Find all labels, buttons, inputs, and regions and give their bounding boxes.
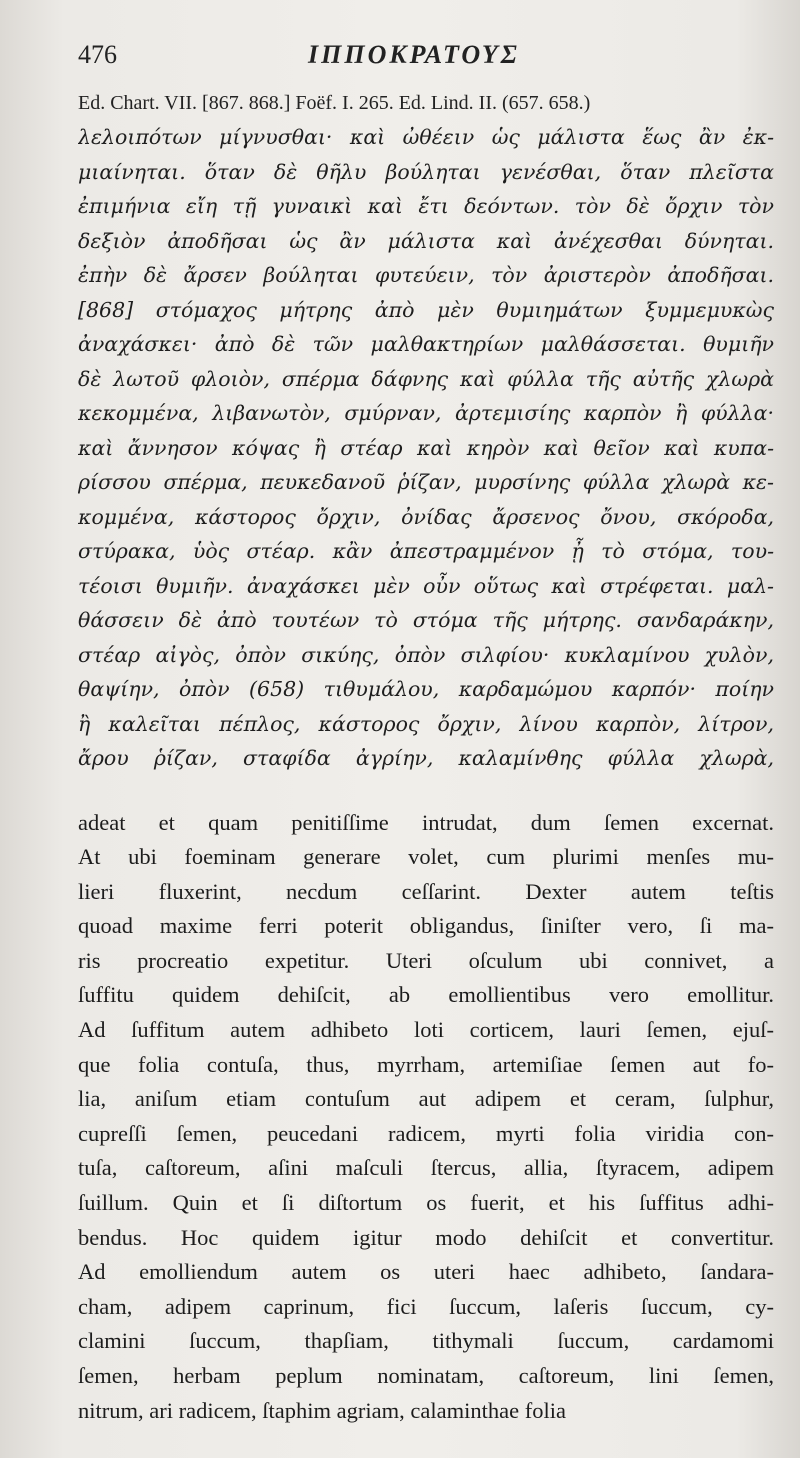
latin-text-line: bendus. Hoc quidem igitur modo dehiſcit et convertitur. [78, 1224, 774, 1250]
column-gap [78, 776, 774, 806]
greek-text-line: μιαίνηται. ὅταν δὲ θῆλυ βούληται γενέσθαι, ὅταν πλεῖστα [78, 159, 774, 184]
greek-text [78, 120, 774, 776]
running-title: ΙΠΠΟΚΡΑΤΟΥΣ [308, 40, 520, 69]
greek-text-line: δὲ λωτοῦ φλοιὸν, σπέρμα δάφνης καὶ φύλλα τῆς αὐτῆς χλωρὰ [78, 366, 774, 391]
latin-text-line: ris procreatio expetitur. Uteri oſculum ubi connivet, a [78, 947, 774, 973]
latin-text-line: ſuillum. Quin et ſi diſtortum os fuerit, et his ſuffitus adhi- [78, 1190, 774, 1216]
latin-text-line: lieri fluxerint, necdum ceſſarint. Dexter autem teſtis [78, 878, 774, 904]
greek-text-line: ἐπὴν δὲ ἄρσεν βούληται φυτεύειν, τὸν ἀριστερὸν ἀποδῆσαι. [78, 263, 774, 287]
latin-text-line: lia, aniſum etiam contuſum aut adipem et ceram, ſulphur, [78, 1086, 774, 1112]
latin-text-line: ſuffitu quidem dehiſcit, ab emollientibus vero emollitur. [78, 982, 774, 1008]
greek-text-line: ἄρου ῥίζαν, σταφίδα ἀγρίην, καλαμίνθης φύλλα χλωρὰ, [78, 746, 774, 770]
greek-text-line: τέοισι θυμιῆν. ἀναχάσκει μὲν οὖν οὕτως καὶ στρέφεται. μαλ- [78, 573, 774, 598]
greek-text-line: θαψίην, ὀπὸν (658) τιθυμάλου, καρδαμώμου καρπόν· ποίην [78, 677, 774, 701]
greek-text-line: ἐπιμήνια εἴη τῇ γυναικὶ καὶ ἔτι δεόντων. τὸν δὲ ὄρχιν τὸν [78, 194, 774, 218]
greek-text-line: κεκομμένα, λιβανωτὸν, σμύρναν, ἀρτεμισίης καρπὸν ἢ φύλλα· [78, 401, 774, 425]
greek-text-line: [868] στόμαχος μήτρης ἀπὸ μὲν θυμιημάτων ξυμμεμυκὼς [78, 297, 774, 322]
latin-text-line: que folia contuſa, thus, myrrham, artemiſiae ſemen aut fo- [78, 1051, 774, 1077]
greek-text-line: κομμένα, κάστορος ὄρχιν, ὀνίδας ἄρσενος ὄνου, σκόροδα, [78, 504, 774, 529]
latin-text-line: tuſa, caſtoreum, aſini maſculi ſtercus, allia, ſtyracem, adipem [78, 1155, 774, 1181]
latin-text-line: nitrum, ari radicem, ſtaphim agriam, calaminthae folia [78, 1397, 566, 1423]
greek-text-line: ἢ καλεῖται πέπλος, κάστορος ὄρχιν, λίνου καρπὸν, λίτρον, [78, 711, 774, 736]
greek-text-line: λελοιπότων μίγνυσθαι· καὶ ὠθέειν ὡς μάλιστα ἕως ἂν ἐκ- [78, 125, 774, 149]
latin-text-line: At ubi foeminam generare volet, cum plurimi menſes mu- [78, 844, 774, 870]
latin-text-line: clamini ſuccum, thapſiam, tithymali ſuccum, cardamomi [78, 1328, 774, 1354]
greek-text-line: δεξιὸν ἀποδῆσαι ὡς ἂν μάλιστα καὶ ἀνέχεσθαι δύνηται. [78, 228, 774, 253]
page-header [78, 40, 774, 80]
greek-text-line: στέαρ αἰγὸς, ὀπὸν σικύης, ὀπὸν σιλφίου· κυκλαμίνου χυλὸν, [78, 642, 774, 667]
greek-text-line: ἀναχάσκει· ἀπὸ δὲ τῶν μαλθακτηρίων μαλθάσσεται. θυμιῆν [78, 332, 774, 356]
latin-text-line: Ad ſuffitum autem adhibeto loti corticem, lauri ſemen, ejuſ- [78, 1017, 774, 1043]
page-number: 476 [78, 40, 117, 69]
latin-text-line: adeat et quam penitiſſime intrudat, dum ſemen excernat. [78, 809, 774, 835]
latin-text [78, 806, 774, 1429]
greek-text-line: ρίσσου σπέρμα, πευκεδανοῦ ῥίζαν, μυρσίνης φύλλα χλωρὰ κε- [78, 470, 774, 494]
greek-text-line: καὶ ἄννησον κόψας ἢ στέαρ καὶ κηρὸν καὶ θεῖον καὶ κυπα- [78, 435, 774, 460]
latin-text-line: cupreſſi ſemen, peucedani radicem, myrti folia viridia con- [78, 1120, 774, 1146]
latin-text-line: Ad emolliendum autem os uteri haec adhibeto, ſandara- [78, 1259, 774, 1285]
latin-text-line: quoad maxime ferri poterit obligandus, ſiniſter vero, ſi ma- [78, 913, 774, 939]
greek-text-line: θάσσειν δὲ ἀπὸ τουτέων τὸ στόμα τῆς μήτρης. σανδαράκην, [78, 608, 774, 632]
latin-text-line: ſemen, herbam peplum nominatam, caſtoreum, lini ſemen, [78, 1363, 774, 1388]
greek-text-line: στύρακα, ὑὸς στέαρ. κἂν ἀπεστραμμένον ᾖ τὸ στόμα, του- [78, 539, 774, 563]
edition-reference: Ed. Chart. VII. [867. 868.] Foëf. I. 265. Ed. Lind. II. (657. 658.) [78, 92, 591, 114]
latin-text-line: cham, adipem caprinum, fici ſuccum, laſeris ſuccum, cy- [78, 1293, 774, 1319]
